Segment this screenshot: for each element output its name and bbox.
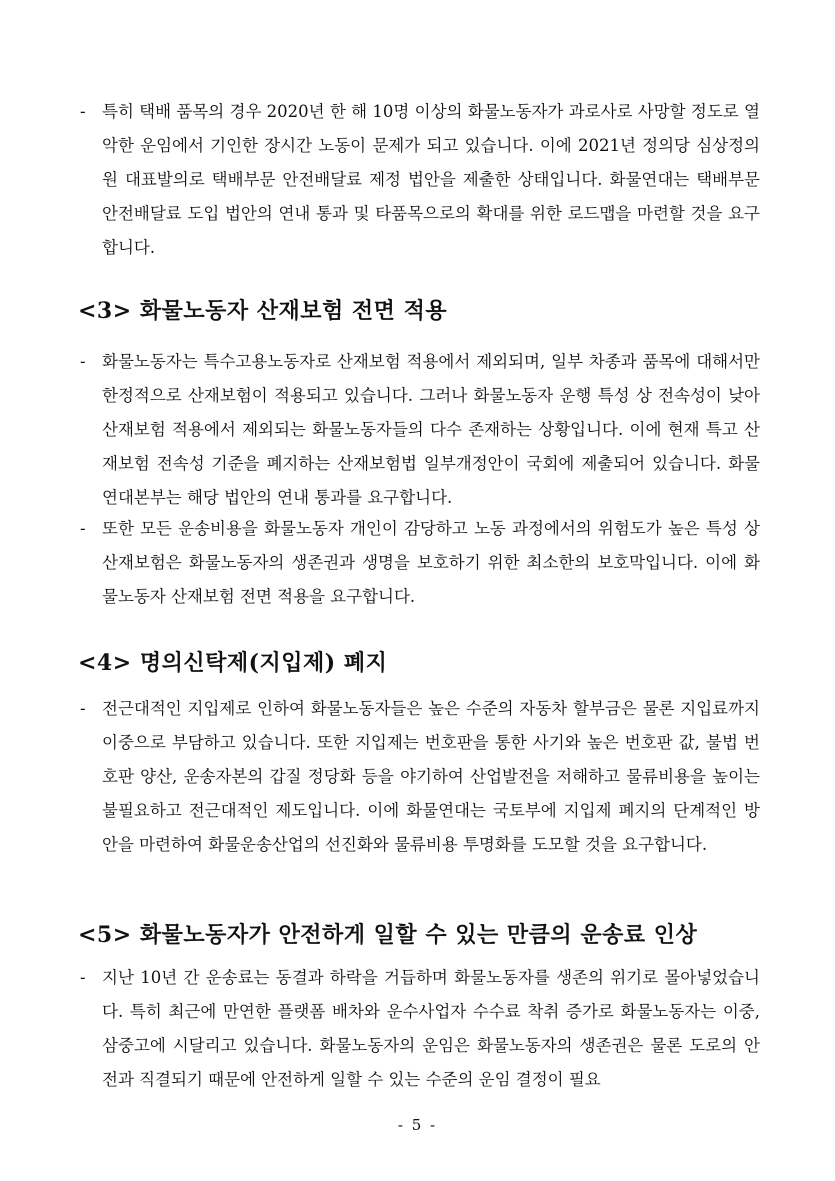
bullet-dash: - [80, 519, 86, 538]
bullet-dash: - [80, 352, 86, 371]
section-heading-4: <4> 명의신탁제(지입제) 폐지 [78, 650, 388, 676]
list-item [80, 345, 760, 515]
list-item [80, 95, 760, 265]
bullet-dash: - [80, 699, 86, 718]
list-item [80, 692, 760, 862]
section-heading-3: <3> 화물노동자 산재보험 전면 적용 [78, 298, 448, 324]
bullet-dash: - [80, 102, 86, 121]
paragraph-text: 또한 모든 운송비용을 화물노동자 개인이 감당하고 노동 과정에서의 위험도가 높은 특성 상 산재보험은 화물노동자의 생존권과 생명을 보호하기 위한 최소한의 보호막입니다. 이에 화물노동자 산재보험 전면 적용을 요구합니다. [102, 519, 760, 606]
page-number: - 5 - [397, 1116, 438, 1134]
paragraph-text: 화물노동자는 특수고용노동자로 산재보험 적용에서 제외되며, 일부 차종과 품목에 대해서만 한정적으로 산재보험이 적용되고 있습니다. 그러나 화물노동자 운행 특성 상 전속성이 낮아 산재보험 적용에서 제외되는 화물노동자들의 다수 존재하는 상황입니다. 이에 현재 특고 산재보험 전속성 기준을 폐지하는 산재보험법 일부개정안이 국회에 제출되어 있습니다. 화물연대본부는 해당 법안의 연내 통과를 요구합니다. [102, 352, 760, 507]
paragraph-text: 전근대적인 지입제로 인하여 화물노동자들은 높은 수준의 자동차 할부금은 물론 지입료까지 이중으로 부담하고 있습니다. 또한 지입제는 번호판을 통한 사기와 높은 번호판 값, 불법 번호판 양산, 운송자본의 갑질 정당화 등을 야기하여 산업발전을 저해하고 물류비용을 높이는 불필요하고 전근대적인 제도입니다. 이에 화물연대는 국토부에 지입제 폐지의 단계적인 방안을 마련하여 화물운송산업의 선진화와 물류비용 투명화를 도모할 것을 요구합니다. [102, 699, 760, 854]
section-heading-5: <5> 화물노동자가 안전하게 일할 수 있는 만큼의 운송료 인상 [78, 922, 698, 948]
list-item [80, 512, 760, 614]
paragraph-text: 특히 택배 품목의 경우 2020년 한 해 10명 이상의 화물노동자가 과로사로 사망할 정도로 열악한 운임에서 기인한 장시간 노동이 문제가 되고 있습니다. 이에 2021년 정의당 심상정의원 대표발의로 택배부문 안전배달료 제정 법안을 제출한 상태입니다. 화물연대는 택배부문 안전배달료 도입 법안의 연내 통과 및 타품목으로의 확대를 위한 로드맵을 마련할 것을 요구합니다. [102, 102, 760, 257]
list-item [80, 961, 760, 1097]
paragraph-text: 지난 10년 간 운송료는 동결과 하락을 거듭하며 화물노동자를 생존의 위기로 몰아넣었습니다. 특히 최근에 만연한 플랫폼 배차와 운수사업자 수수료 착취 증가로 화물노동자는 이중, 삼중고에 시달리고 있습니다. 화물노동자의 운임은 화물노동자의 생존권은 물론 도로의 안전과 직결되기 때문에 안전하게 일할 수 있는 수준의 운임 결정이 필요 [102, 968, 760, 1089]
bullet-dash: - [80, 968, 86, 987]
